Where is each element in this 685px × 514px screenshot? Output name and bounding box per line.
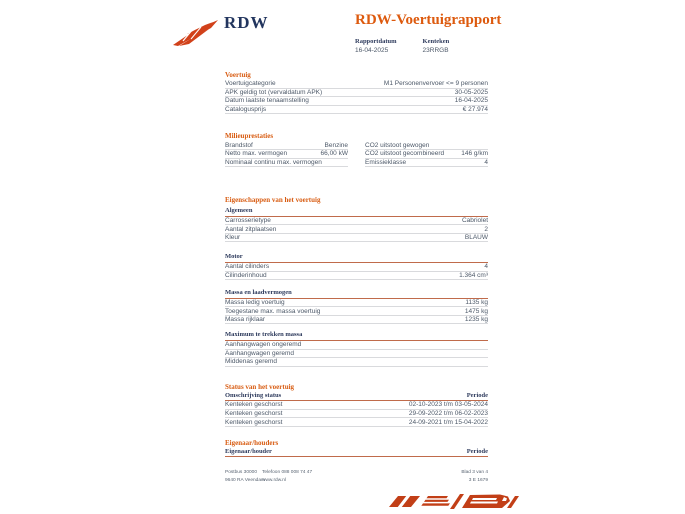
section-title-eigenaar: Eigenaar/houders [225, 438, 279, 447]
row-label: Kleur [225, 234, 241, 242]
table-row [225, 263, 488, 272]
row-label: Aanhangwagen geremd [225, 349, 295, 357]
table-row [225, 307, 488, 316]
row-label: Carrosserietype [225, 216, 271, 224]
table-row [225, 410, 488, 419]
footer-address [225, 469, 265, 485]
row-value: 16-04-2025 [454, 97, 488, 105]
subsection-title-algemeen: Algemeen [225, 207, 488, 217]
table-row [225, 89, 488, 98]
column-header-eigenaar: Eigenaar/houder [225, 447, 272, 455]
row-label: Nominaal continu max. vermogen [225, 158, 322, 166]
row-label: Massa ledig voertuig [225, 298, 285, 306]
section-title-milieuprestaties: Milieuprestaties [225, 132, 274, 141]
row-label: Voertuigcategorie [225, 80, 276, 88]
row-value: Cabriolet [461, 216, 488, 224]
row-value: 66,00 kW [320, 150, 348, 158]
section-title-voertuig: Voertuig [225, 71, 251, 79]
row-value: BLAUW [464, 234, 488, 242]
table-row [225, 316, 488, 325]
row-label: CO2 uitstoot gecombineerd [365, 150, 445, 158]
rdw-flag-graphic-icon [386, 492, 526, 513]
section-title-status: Status van het voertuig [225, 382, 295, 391]
column-header-omschrijving: Omschrijving status [225, 391, 282, 399]
footer-phone: Telefoon 088 008 74 47 [262, 470, 313, 475]
column-header-periode: Periode [466, 447, 488, 455]
plate-block [423, 38, 450, 54]
table-row [225, 97, 488, 106]
row-label: Aanhangwagen ongeremd [225, 341, 302, 349]
footer-page-number: Blad 3 van 4 [461, 470, 488, 475]
row-label: Kenteken geschorst [225, 418, 283, 426]
table-row [225, 401, 488, 410]
row-value: € 27.974 [462, 106, 488, 114]
table-row [225, 418, 488, 427]
milieu-right-column [365, 141, 488, 167]
footer-city: 9640 RA Veendam [225, 478, 266, 483]
report-content [225, 71, 488, 457]
table-row [225, 141, 348, 150]
rdw-wing-logo-icon [173, 19, 219, 47]
row-value: 29-09-2022 t/m 06-02-2023 [408, 410, 488, 418]
section-title-eigenschappen: Eigenschappen van het voertuig [225, 196, 321, 205]
table-row [365, 141, 488, 150]
eigenaar-table-header [225, 448, 488, 458]
row-value: Benzine [324, 141, 348, 149]
row-value: 24-09-2021 t/m 15-04-2022 [408, 418, 488, 426]
row-label: Aantal cilinders [225, 263, 270, 271]
row-value: 1135 kg [465, 298, 488, 306]
row-label: Catalogusprijs [225, 106, 267, 114]
footer-form-code: 3 E 1679 [468, 478, 488, 483]
footer-postbus: Postbus 30000 [225, 470, 258, 475]
row-value: 4 [484, 263, 488, 271]
table-row [225, 106, 488, 115]
status-table-header [225, 392, 488, 402]
table-row [225, 80, 488, 89]
row-label: Aantal zitplaatsen [225, 225, 277, 233]
table-row [225, 341, 488, 350]
row-label: Netto max. vermogen [225, 150, 288, 158]
row-label: Massa rijklaar [225, 316, 266, 324]
subsection-title-motor: Motor [225, 253, 488, 263]
row-label: Datum laatste tenaamstelling [225, 97, 309, 105]
report-date-value: 16-04-2025 [355, 47, 389, 54]
column-header-periode: Periode [466, 391, 488, 399]
plate-value: 23RRGB [422, 47, 449, 54]
row-label: CO2 uitstoot gewogen [365, 141, 430, 149]
table-row [225, 299, 488, 308]
row-value: 1.364 cm³ [459, 271, 488, 279]
row-label: Brandstof [225, 141, 253, 149]
report-title: RDW-Voertuigrapport [355, 12, 502, 28]
table-row [225, 217, 488, 226]
report-meta [355, 38, 449, 54]
row-value: 2 [484, 225, 488, 233]
subsection-title-trekken: Maximum te trekken massa [225, 331, 488, 341]
row-label: Kenteken geschorst [225, 401, 283, 409]
milieu-columns [225, 141, 488, 167]
footer-pagination [388, 469, 488, 485]
table-row [225, 234, 488, 243]
row-label: Kenteken geschorst [225, 410, 283, 418]
table-row [225, 358, 488, 367]
row-label: Cilinderinhoud [225, 271, 267, 279]
row-label: Toegestane max. massa voertuig [225, 307, 321, 315]
report-date-label: Rapportdatum [355, 38, 397, 45]
milieu-left-column [225, 141, 348, 167]
table-row [225, 159, 348, 168]
table-row [225, 225, 488, 234]
subsection-title-massa: Massa en laadvermogen [225, 289, 488, 299]
row-value: 1235 kg [464, 316, 488, 324]
footer-contact [262, 469, 312, 485]
table-row [365, 159, 488, 168]
row-value: 02-10-2023 t/m 03-05-2024 [408, 401, 488, 409]
rdw-wordmark: RDW [224, 13, 269, 32]
row-label: Emissieklasse [365, 158, 407, 166]
row-label: APK geldig tot (vervaldatum APK) [225, 88, 323, 96]
row-value: M1 Personenvervoer <= 9 personen [383, 80, 488, 88]
footer-website: www.rdw.nl [262, 478, 286, 483]
report-date-block [355, 38, 397, 54]
table-row [225, 150, 348, 159]
table-row [225, 272, 488, 281]
row-value: 4 [484, 158, 488, 166]
plate-label: Kenteken [422, 38, 450, 45]
row-value: 146 g/km [461, 150, 488, 158]
table-row [225, 350, 488, 359]
row-value: 30-05-2025 [454, 88, 488, 96]
row-value: 1475 kg [464, 307, 488, 315]
row-label: Middenas geremd [225, 358, 278, 366]
table-row [365, 150, 488, 159]
